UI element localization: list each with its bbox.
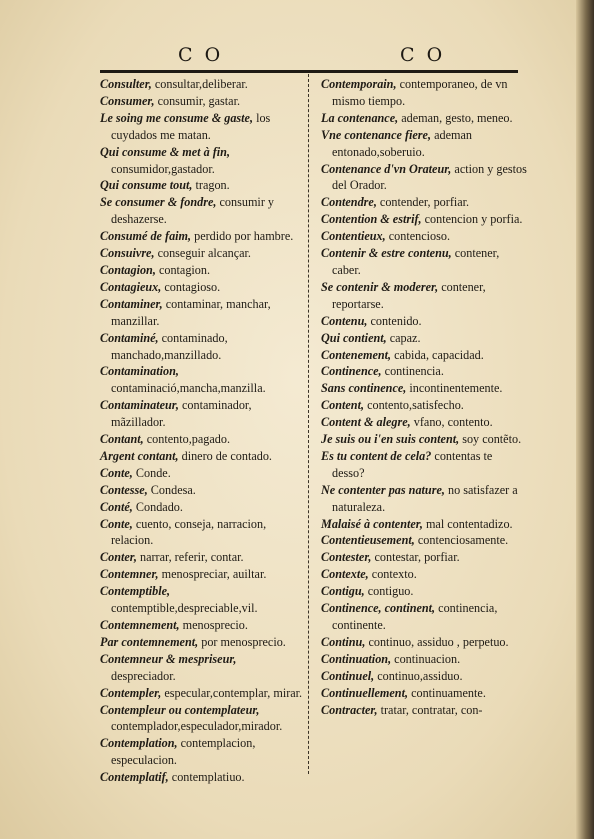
entry-headword: Conté, — [100, 499, 133, 514]
entry-headword: Contemplatif, — [100, 770, 169, 785]
entry-definition: consumir y deshazerse. — [111, 195, 275, 227]
entry-definition: contagioso. — [161, 279, 221, 294]
entry-definition: mal contentadizo. — [422, 516, 513, 531]
entry-headword: Es tu content de cela? — [321, 448, 432, 463]
entry-definition: Condesa. — [147, 482, 196, 497]
dictionary-entry — [100, 177, 304, 194]
dictionary-entry — [100, 482, 304, 499]
entry-definition: contaminar, manchar, manzillar. — [111, 296, 271, 328]
dictionary-entry — [321, 482, 527, 516]
entry-headword: Contenu, — [321, 313, 368, 328]
entry-headword: Consumer, — [100, 93, 155, 108]
entry-definition: Conde. — [132, 465, 171, 480]
dictionary-entry — [100, 617, 304, 634]
entry-definition: cuento, conseja, narracion, relacion. — [111, 516, 267, 548]
entry-headword: Argent contant, — [100, 448, 179, 463]
dictionary-entry — [100, 685, 304, 702]
page-edge-shadow — [576, 0, 594, 839]
dictionary-entry — [321, 110, 527, 127]
entry-definition: action y gestos del Orador. — [332, 161, 527, 193]
entry-definition: ademan, gesto, meneo. — [398, 110, 513, 125]
dictionary-entry — [100, 769, 304, 786]
dictionary-entry — [100, 228, 304, 245]
entry-definition: menospreciar, auiltar. — [158, 567, 267, 582]
entry-definition: continuamente. — [408, 685, 486, 700]
dictionary-entry — [100, 262, 304, 279]
entry-headword: Contempler, — [100, 685, 162, 700]
dictionary-entry — [100, 330, 304, 364]
right-column — [321, 76, 527, 718]
entry-headword: Contemnement, — [100, 618, 180, 632]
entry-headword: Ne contenter pas nature, — [321, 482, 445, 497]
entry-definition: cabida, capacidad. — [391, 347, 484, 362]
entry-headword: Continence, — [321, 364, 382, 379]
entry-definition: contexto. — [368, 567, 417, 582]
dictionary-entry — [321, 634, 527, 651]
entry-definition: no satisfazer a naturaleza. — [332, 482, 518, 514]
dictionary-entry — [100, 245, 304, 262]
entry-headword: Conte, — [100, 465, 133, 480]
dictionary-entry — [100, 110, 304, 144]
dictionary-entry — [321, 228, 527, 245]
entry-definition: contemptible,despreciable,vil. — [111, 601, 258, 616]
entry-headword: Contendre, — [321, 195, 377, 210]
entry-headword: Qui contient, — [321, 330, 387, 345]
dictionary-entry — [321, 549, 527, 566]
dictionary-entry — [100, 549, 304, 566]
entry-definition: contaminació,mancha,manzilla. — [111, 381, 266, 396]
entry-definition: contencion y porfia. — [421, 212, 523, 227]
entry-definition: consumidor,gastador. — [111, 161, 215, 176]
entry-headword: Content & alegre, — [321, 415, 411, 430]
entry-headword: Contaminer, — [100, 296, 163, 311]
dictionary-entry — [321, 127, 527, 161]
dictionary-entry — [321, 313, 527, 330]
entry-headword: Contemplation, — [100, 736, 178, 751]
dictionary-entry — [321, 516, 527, 533]
entry-definition: contemplacion, especulacion. — [111, 736, 256, 768]
entry-definition: contestar, porfiar. — [371, 550, 460, 565]
entry-definition: contento,satisfecho. — [364, 398, 464, 413]
entry-definition: dinero de contado. — [178, 448, 272, 463]
dictionary-entry — [321, 600, 527, 634]
entry-headword: Contester, — [321, 550, 372, 565]
dictionary-entry — [100, 651, 304, 685]
dictionary-entry — [321, 651, 527, 668]
dictionary-entry — [321, 363, 527, 380]
dictionary-entry — [321, 532, 527, 549]
entry-headword: Consulter, — [100, 77, 152, 91]
entry-definition: contencioso. — [385, 229, 450, 244]
dictionary-entry — [100, 516, 304, 550]
entry-headword: Contentieusement, — [321, 533, 415, 548]
dictionary-entry — [321, 279, 527, 313]
entry-definition: incontinentemente. — [406, 381, 503, 396]
entry-headword: Contention & estrif, — [321, 212, 422, 227]
entry-definition: contaminador, mãzillador. — [111, 398, 252, 430]
dictionary-entry — [100, 448, 304, 465]
entry-definition: vfano, contento. — [410, 415, 493, 430]
dictionary-entry — [321, 76, 527, 110]
dictionary-entry — [321, 448, 527, 482]
dictionary-entry — [321, 380, 527, 397]
entry-definition: menosprecio. — [179, 618, 248, 632]
entry-definition: conseguir alcançar. — [154, 246, 251, 261]
entry-definition: consultar,deliberar. — [151, 77, 248, 91]
entry-headword: Sans continence, — [321, 381, 407, 396]
left-column — [100, 76, 304, 786]
entry-headword: Continuellement, — [321, 685, 409, 700]
entry-definition: perdido por hambre. — [191, 229, 294, 244]
entry-headword: Par contemnement, — [100, 634, 199, 649]
entry-headword: Contenance d'vn Orateur, — [321, 161, 452, 176]
dictionary-entry — [321, 668, 527, 685]
entry-headword: Contagion, — [100, 262, 156, 277]
dictionary-entry — [100, 76, 304, 93]
entry-headword: Se contenir & moderer, — [321, 279, 439, 294]
entry-definition: contener, caber. — [332, 246, 500, 277]
entry-headword: Continuel, — [321, 668, 375, 683]
entry-definition: soy contẽto. — [459, 432, 522, 447]
entry-definition: por menosprecio. — [198, 634, 286, 649]
entry-headword: Contigu, — [321, 584, 365, 599]
entry-definition: continuo,assiduo. — [374, 668, 463, 683]
entry-definition: contener, reportarse. — [332, 279, 486, 311]
entry-definition: despreciador. — [111, 668, 176, 683]
dictionary-entry — [321, 685, 527, 702]
dictionary-entry — [100, 431, 304, 448]
entry-headword: Malaisé à contenter, — [321, 516, 423, 531]
entry-definition: contentas te desso? — [332, 448, 493, 480]
entry-definition: contender, porfiar. — [376, 195, 470, 210]
entry-headword: Qui consume & met à fin, — [100, 144, 231, 159]
entry-definition: contenciosamente. — [414, 533, 509, 548]
header-rule — [100, 70, 518, 73]
dictionary-entry — [100, 583, 304, 617]
dictionary-entry — [100, 735, 304, 769]
entry-definition: contemporaneo, de vn mismo tiempo. — [332, 77, 508, 108]
dictionary-entry — [321, 414, 527, 431]
entry-headword: Le soing me consume & gaste, — [100, 110, 254, 125]
entry-definition: capaz. — [386, 330, 421, 345]
dictionary-entry — [100, 363, 304, 397]
entry-definition: los cuydados me matan. — [111, 110, 271, 142]
entry-definition: tragon. — [192, 178, 230, 193]
entry-definition: continuacion. — [391, 651, 461, 666]
entry-headword: Je suis ou i'en suis content, — [321, 432, 460, 447]
entry-definition: tratar, contratar, con- — [377, 702, 483, 717]
dictionary-entry — [100, 566, 304, 583]
entry-definition: continencia, continente. — [332, 601, 498, 632]
entry-headword: Contemner, — [100, 567, 159, 582]
entry-headword: Contemptible, — [100, 584, 171, 599]
entry-definition: narrar, referir, contar. — [136, 550, 244, 565]
entry-definition: contagion. — [155, 262, 211, 277]
entry-headword: Contagieux, — [100, 279, 162, 294]
dictionary-entry — [100, 702, 304, 736]
dictionary-entry — [321, 583, 527, 600]
dictionary-entry — [100, 279, 304, 296]
entry-definition: contento,pagado. — [143, 432, 231, 447]
dictionary-entry — [321, 245, 527, 279]
entry-headword: Contracter, — [321, 702, 378, 717]
entry-definition: contiguo. — [364, 584, 414, 599]
dictionary-entry — [321, 347, 527, 364]
entry-headword: La contenance, — [321, 110, 399, 125]
entry-definition: Condado. — [132, 499, 183, 514]
entry-headword: Content, — [321, 398, 365, 413]
dictionary-entry — [321, 397, 527, 414]
entry-headword: Se consumer & fondre, — [100, 195, 217, 210]
entry-definition: ademan entonado,soberuio. — [332, 127, 472, 159]
entry-definition: continencia. — [381, 364, 444, 379]
dictionary-entry — [100, 194, 304, 228]
dictionary-entry — [100, 499, 304, 516]
entry-definition: especular,contemplar, mirar. — [161, 685, 303, 700]
entry-headword: Contenir & estre contenu, — [321, 246, 452, 261]
entry-headword: Contemneur & mespriseur, — [100, 651, 237, 666]
entry-headword: Contesse, — [100, 482, 148, 497]
column-divider — [308, 74, 310, 774]
entry-headword: Continu, — [321, 634, 366, 649]
entry-headword: Contamination, — [100, 364, 179, 379]
dictionary-entry — [321, 330, 527, 347]
dictionary-entry — [321, 431, 527, 448]
entry-headword: Contexte, — [321, 567, 369, 582]
running-head-right: C O — [400, 44, 446, 66]
dictionary-entry — [321, 211, 527, 228]
dictionary-entry — [100, 144, 304, 178]
entry-definition: contemplador,especulador,mirador. — [111, 719, 283, 734]
entry-headword: Consumé de faim, — [100, 229, 192, 244]
entry-headword: Contempleur ou contemplateur, — [100, 702, 260, 717]
dictionary-entry — [100, 634, 304, 651]
dictionary-entry — [321, 194, 527, 211]
entry-headword: Conter, — [100, 550, 137, 565]
entry-headword: Continuation, — [321, 651, 392, 666]
dictionary-entry — [321, 702, 527, 719]
dictionary-entry — [321, 161, 527, 195]
entry-definition: contaminado, manchado,manzillado. — [111, 330, 228, 362]
entry-headword: Contentieux, — [321, 229, 386, 244]
entry-headword: Continence, continent, — [321, 601, 436, 616]
entry-definition: consumir, gastar. — [154, 93, 241, 108]
dictionary-entry — [100, 397, 304, 431]
dictionary-entry — [321, 566, 527, 583]
entry-headword: Vne contenance fiere, — [321, 127, 432, 142]
entry-headword: Consuivre, — [100, 246, 155, 261]
entry-headword: Contenement, — [321, 347, 392, 362]
running-head-left: C O — [178, 44, 224, 66]
entry-headword: Contemporain, — [321, 77, 397, 91]
entry-headword: Qui consume tout, — [100, 178, 193, 193]
entry-headword: Contaminé, — [100, 330, 159, 345]
entry-headword: Contaminateur, — [100, 398, 179, 413]
entry-definition: contemplatiuo. — [168, 770, 245, 785]
entry-headword: Contant, — [100, 432, 144, 447]
entry-definition: continuo, assiduo , perpetuo. — [365, 634, 509, 649]
dictionary-entry — [100, 465, 304, 482]
entry-definition: contenido. — [367, 313, 422, 328]
dictionary-entry — [100, 93, 304, 110]
entry-headword: Conte, — [100, 516, 133, 531]
dictionary-entry — [100, 296, 304, 330]
